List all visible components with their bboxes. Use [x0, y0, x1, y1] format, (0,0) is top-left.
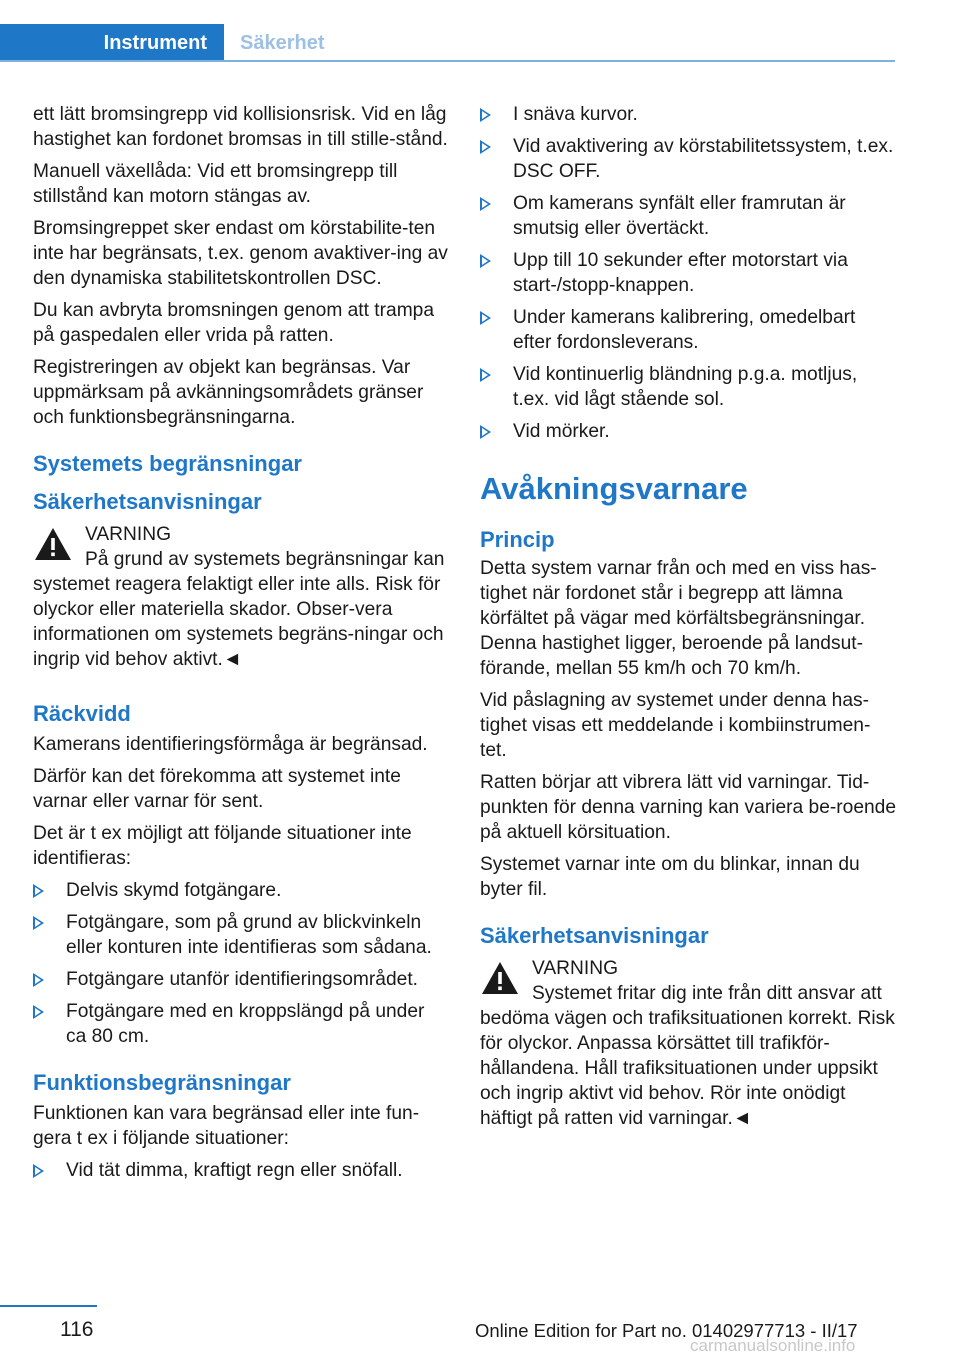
warning-block	[33, 522, 449, 672]
function-list	[33, 1158, 449, 1183]
list-item: Vid avaktivering av körstabilitetssystem, t.ex. DSC OFF.	[480, 134, 896, 184]
paragraph: Du kan avbryta bromsningen genom att trampa på gaspedalen eller vrida på ratten.	[33, 300, 435, 346]
paragraph: ett lätt bromsingrepp vid kollisionsrisk. Vid en låg hastighet kan fordonet bromsas in till stille‐stånd.	[33, 104, 448, 150]
warning-body: På grund av systemets begränsningar kan systemet reagera felaktigt eller inte alls. Risk för olyckor eller materiella skador. Obser‐vera informationen om systemets begräns‐ningar och ingrip vid behov aktivt.◄	[33, 549, 445, 670]
list-item: Under kamerans kalibrering, omedelbart efter fordonsleverans.	[480, 305, 896, 355]
list-item: Upp till 10 sekunder efter motorstart via start-/stopp-knappen.	[480, 248, 896, 298]
paragraph: Därför kan det förekomma att systemet inte varnar eller varnar för sent.	[33, 766, 401, 812]
warning-triangle-icon	[480, 960, 520, 996]
warning-body: Systemet fritar dig inte från ditt ansvar att bedöma vägen och trafiksituationen korrekt. Risk för olyckor. Anpassa körsättet till trafikför‐hållandena. Håll trafiksituationen under uppsikt och ingrip aktivt vid behov. Rör inte onödigt häftigt på ratten vid varningar.◄	[480, 983, 895, 1129]
subheading-range: Räckvidd	[33, 701, 131, 726]
subheading-safety-right: Säkerhetsanvisningar	[480, 923, 709, 948]
paragraph: Registreringen av objekt kan begränsas. Var uppmärksam på avkänningsområdets gränser och funktionsbegränsningarna.	[33, 357, 424, 428]
range-list	[33, 878, 449, 1049]
paragraph: Detta system varnar från och med en viss has‐tighet när fordonet står i begrepp att lämna körfältet på vägar med körfältsbegränsningar. Denna hastighet ligger, beroende på landsut‐förande, mellan 55 km/h och 70 km/h.	[480, 558, 877, 679]
subheading-principle: Princip	[480, 527, 555, 552]
subheading-safety: Säkerhetsanvisningar	[33, 489, 262, 514]
footer-rule	[0, 1305, 97, 1307]
right-column	[480, 102, 896, 1131]
page-number: 116	[60, 1318, 94, 1341]
paragraph: Manuell växellåda: Vid ett bromsingrepp till stillstånd kan motorn stängas av.	[33, 161, 398, 207]
list-item: Om kamerans synfält eller framrutan är smutsig eller övertäckt.	[480, 191, 896, 241]
list-item: Delvis skymd fotgängare.	[33, 878, 449, 903]
tab-sakerhet[interactable]: Säkerhet	[240, 31, 325, 54]
warning-title: VARNING	[85, 524, 171, 545]
paragraph: Det är t ex möjligt att följande situationer inte identifieras:	[33, 823, 412, 869]
paragraph: Bromsingreppet sker endast om körstabilite‐ten inte har begränsats, t.ex. genom avaktiver‐ing av den dynamiska stabilitetskontrollen DSC.	[33, 218, 448, 289]
list-item: Vid mörker.	[480, 419, 896, 444]
warning-title: VARNING	[532, 958, 618, 979]
watermark: carmanualsonline.info	[690, 1336, 856, 1355]
list-item: Fotgängare, som på grund av blickvinkeln eller konturen inte identifieras som sådana.	[33, 910, 449, 960]
paragraph: Kamerans identifieringsförmåga är begränsad.	[33, 734, 428, 755]
list-item: Vid kontinuerlig bländning p.g.a. motljus, t.ex. vid lågt stående sol.	[480, 362, 896, 412]
warning-block	[480, 956, 896, 1131]
list-item: Fotgängare med en kroppslängd på under ca 80 cm.	[33, 999, 449, 1049]
warning-triangle-icon	[33, 526, 73, 562]
page-header	[0, 0, 895, 62]
section-heading-limits: Systemets begränsningar	[33, 451, 302, 476]
header-divider	[0, 60, 895, 62]
tab-instrument[interactable]: Instrument	[0, 24, 224, 62]
chapter-heading-lane-departure: Avåkningsvarnare	[480, 471, 748, 506]
function-list-continued	[480, 102, 896, 444]
list-item: I snäva kurvor.	[480, 102, 896, 127]
paragraph: Funktionen kan vara begränsad eller inte fun‐gera t ex i följande situationer:	[33, 1103, 420, 1149]
list-item: Vid tät dimma, kraftigt regn eller snöfall.	[33, 1158, 449, 1183]
paragraph: Vid påslagning av systemet under denna has‐tighet visas ett meddelande i kombiinstrumen‐tet.	[480, 690, 871, 761]
edition-info: Online Edition for Part no. 01402977713 - II/17	[475, 1320, 858, 1341]
paragraph: Systemet varnar inte om du blinkar, innan du byter fil.	[480, 854, 860, 900]
paragraph: Ratten börjar att vibrera lätt vid varningar. Tid‐punkten för denna varning kan variera be‐roende på aktuell körsituation.	[480, 772, 897, 843]
subheading-function-limits: Funktionsbegränsningar	[33, 1070, 291, 1095]
list-item: Fotgängare utanför identifieringsområdet.	[33, 967, 449, 992]
left-column	[33, 102, 449, 1190]
